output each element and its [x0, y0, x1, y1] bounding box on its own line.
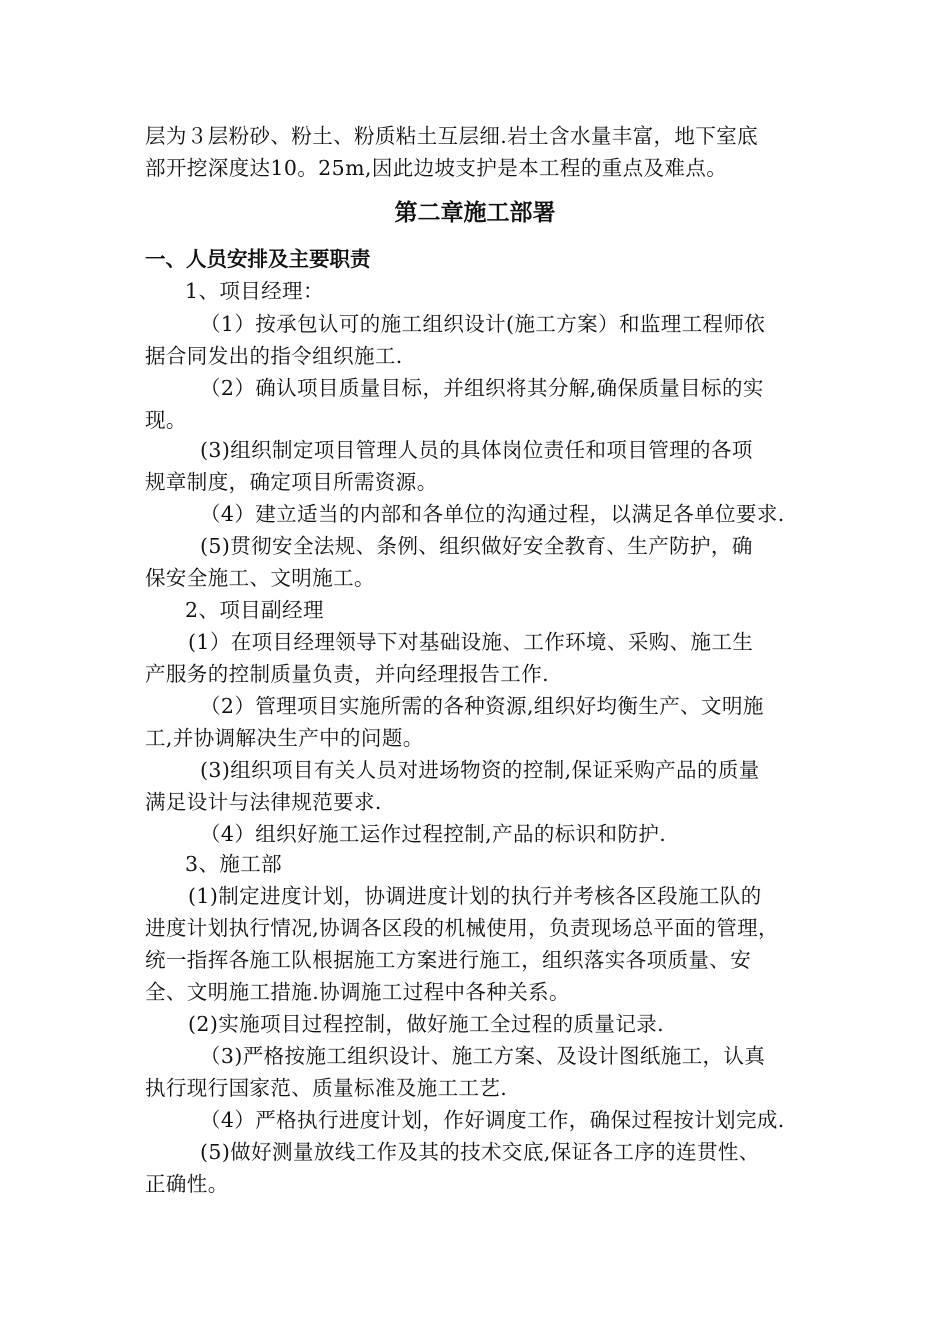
paragraph-line: 进度计划执行情况,协调各区段的机械使用，负责现场总平面的管理， — [145, 916, 779, 940]
paragraph-line: (5)贯彻安全法规、条例、组织做好安全教育、生产防护，确 — [200, 534, 753, 558]
paragraph-line: (1）在项目经理领导下对基础设施、工作环境、采购、施工生 — [188, 630, 754, 654]
paragraph-line: 规章制度，确定项目所需资源。 — [145, 470, 438, 494]
section-heading: 一、人员安排及主要职责 — [145, 247, 371, 271]
paragraph-line: 保安全施工、文明施工。 — [145, 566, 375, 590]
subheading-construction-dept: 3、施工部 — [185, 852, 283, 876]
paragraph-line: (3)组织制定项目管理人员的具体岗位责任和项目管理的各项 — [200, 438, 753, 462]
subheading-project-manager: 1、项目经理： — [185, 279, 324, 303]
paragraph-line: 现。 — [145, 408, 187, 432]
paragraph-line: 全、文明施工措施.协调施工过程中各种关系。 — [145, 980, 570, 1004]
paragraph-line: 执行现行国家范、质量标准及施工工艺. — [145, 1076, 508, 1100]
intro-line-1: 层为３层粉砂、粉土、粉质粘土互层细.岩土含水量丰富，地下室底 — [145, 124, 759, 148]
intro-line-2: 部开挖深度达10。25m,因此边坡支护是本工程的重点及难点。 — [145, 156, 728, 180]
paragraph-line: （4）严格执行进度计划，作好调度工作，确保过程按计划完成. — [200, 1108, 785, 1132]
paragraph-line: 据合同发出的指令组织施工. — [145, 344, 403, 368]
paragraph-line: （4）建立适当的内部和各单位的沟通过程，以满足各单位要求. — [200, 502, 785, 526]
paragraph-line: (1)制定进度计划，协调进度计划的执行并考核各区段施工队的 — [188, 884, 762, 908]
subheading-deputy-manager: 2、项目副经理 — [185, 598, 324, 622]
paragraph-line: （1）按承包认可的施工组织设计(施工方案）和监理工程师依 — [200, 312, 766, 336]
paragraph-line: 工,并协调解决生产中的问题。 — [145, 726, 424, 750]
paragraph-line: （2）确认项目质量目标，并组织将其分解,确保质量目标的实 — [200, 376, 764, 400]
paragraph-line: (5)做好测量放线工作及其的技术交底,保证各工序的连贯性、 — [200, 1140, 760, 1164]
paragraph-line: (2)实施项目过程控制，做好施工全过程的质量记录. — [188, 1012, 665, 1036]
paragraph-line: 统一指挥各施工队根据施工方案进行施工，组织落实各项质量、安 — [145, 948, 752, 972]
paragraph-line: （2）管理项目实施所需的各种资源,组织好均衡生产、文明施 — [200, 694, 764, 718]
paragraph-line: （3)严格按施工组织设计、施工方案、及设计图纸施工，认真 — [200, 1044, 766, 1068]
paragraph-line: 满足设计与法律规范要求. — [145, 790, 382, 814]
paragraph-line: 正确性。 — [145, 1172, 229, 1196]
paragraph-line: （4）组织好施工运作过程控制,产品的标识和防护. — [200, 822, 667, 846]
paragraph-line: 产服务的控制质量负责，并向经理报告工作. — [145, 662, 550, 686]
chapter-title: 第二章施工部署 — [394, 200, 556, 226]
paragraph-line: (3)组织项目有关人员对进场物资的控制,保证采购产品的质量 — [200, 758, 760, 782]
